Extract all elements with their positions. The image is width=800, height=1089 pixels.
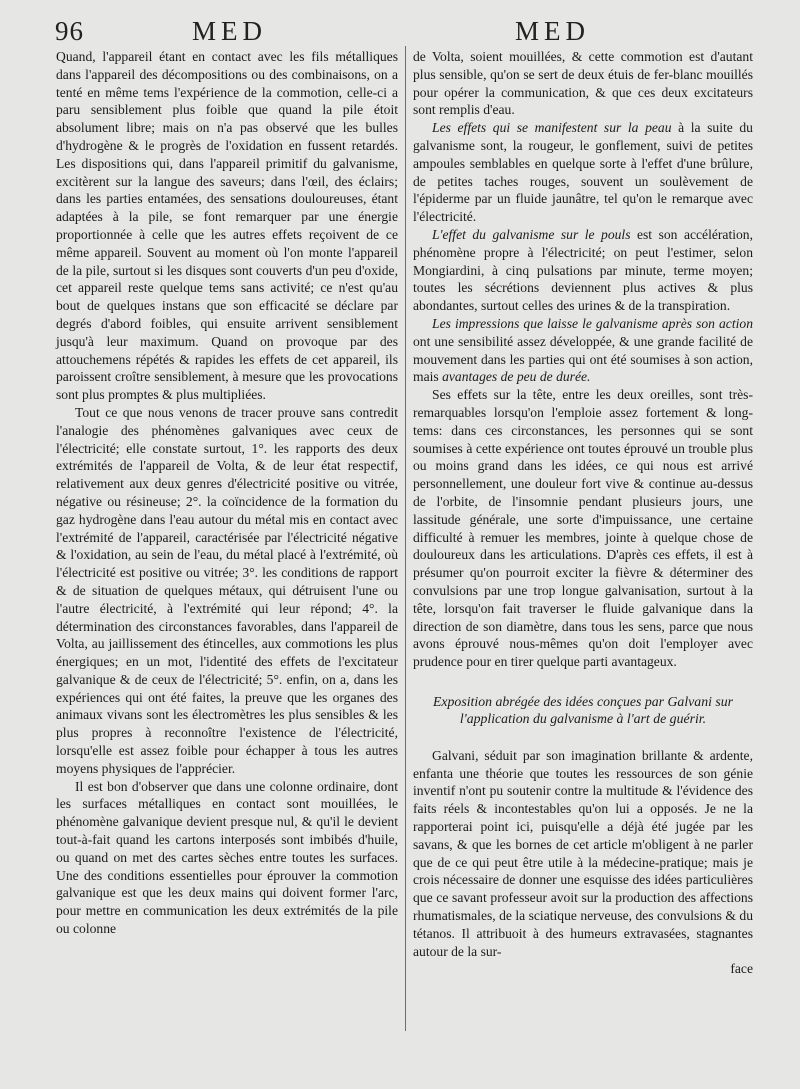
paragraph — [413, 119, 753, 226]
paragraph: Ses effets sur la tête, entre les deux oreilles, sont très-remarquables lorsqu'on l'emploie assez fortement & long-tems: dans ces circonstances, les personnes qui se sont soumises à cette expérience ont toutes éprouvé un trouble plus ou moins grand dans les idées, ce qui nous est arrivé personnellement, une douleur fort vive & continue au-dessus de l'orbite, de l'insomnie pendant plusieurs jours, une lassitude générale, une sorte d'impuissance, une certaine difficulté à remuer les membres, jointe à quelque chose de douloureux dans les articulations. D'après ces effets, il est à présumer qu'on pourroit exciter la fièvre & déterminer des convulsions par une trop longue galvanisation, surtout à la tête, lorsqu'on fait traverser le fluide galvanique dans la direction de son diamètre, dans tous les sens, parce que nous avons éprouvé nous-mêmes qu'on doit l'employer avec prudence pour en tirer quelque parti avantageux. — [413, 387, 753, 670]
catchword: face — [730, 961, 753, 977]
page-number: 96 — [55, 16, 84, 46]
italic-tail: avantages de peu de durée. — [442, 369, 591, 385]
paragraph: de Volta, soient mouillées, & cette commotion est d'autant plus sensible, qu'on se sert de deux étuis de fer-blanc mouillés pour opérer la communication, & que ces deux excitateurs sont remplis d'eau. — [413, 49, 753, 118]
paragraph-text: à la suite du galvanisme sont, la rougeur, le gonflement, suivi de petites ampoules semblables en quelque sorte à l'effet d'une brûlure, de petites taches rouges, souvent un soulèvement de l'épiderme par un fluide jaunâtre, tel qu'on le remarque avec l'électricité. — [413, 120, 753, 225]
paragraph — [413, 315, 753, 386]
italic-lead: Les impressions que laisse le galvanisme après son action — [432, 315, 753, 331]
paragraph — [413, 226, 753, 315]
running-head-left: MED — [192, 16, 267, 46]
paragraph-text: ont une sensibilité assez développée, & une grande facilité de mouvement dans les parties qui ont été soumises à son action, mais — [413, 333, 753, 385]
italic-lead: L'effet du galvanisme sur le pouls — [432, 226, 631, 242]
paragraph: Galvani, séduit par son imagination brillante & ardente, enfanta une théorie que toutes les ressources de son génie inventif n'ont pu soutenir contre la multitude & l'évidence des faits réels & incontestables qu'on lui a opposés. Je ne la rapporterai point ici, puisqu'elle a déjà été jugée par les savans, & que les bornes de cet article m'obligent à ne parler que de ce qui peut être utile à la médecine-pratique; mais je crois nécessaire de donner une esquisse des idées particulières que ce savant professeur avoit sur la production des affections rhumatismales, de la sciatique nerveuse, des convulsions & du tétanos. Il attribuoit à des humeurs extravasées, stagnantes autour de la sur- — [413, 747, 753, 959]
paragraph: Il est bon d'observer que dans une colonne ordinaire, dont les surfaces métalliques en contact sont mouillées, le phénomène galvanique devient presque nul, & qu'il le devient tout-à-fait quand les cartons interposés sont imbibés d'huile, ou quand on met des cartes sèches entre toutes les surfaces. Une des conditions essentielles pour éprouver la commotion galvanique est que les deux mains qui doivent former l'arc, pour mettre en communication les deux extrémités de la pile ou colonne — [56, 778, 398, 937]
left-column — [56, 48, 398, 938]
section-title: Exposition abrégée des idées conçues par Galvani sur l'application du galvanisme à l'art de guérir. — [432, 693, 734, 726]
paragraph: Tout ce que nous venons de tracer prouve sans contredit l'analogie des phénomènes galvaniques avec ceux de l'électricité; elle constate surtout, 1°. les rapports des deux extrémités de l'appareil de Volta, & de leur état respectif, relativement aux deux genres d'électricité positive ou vitrée, négative ou résineuse; 2°. la coïncidence de la formation du gaz hydrogène dans l'eau autour du métal mis en contact avec l'extrémité de l'appareil, caractérisée par l'électricité négative & l'oxidation, au sein de l'eau, du métal placé à l'extrémité, où l'électricité est positive ou vitrée; 3°. les conditions de rapport & de situation de quelques métaux, qui détruisent l'une ou l'autre électricité, à l'extrémité qui leur répond; 4°. la détermination des circonstances favorables, dans l'appareil de Volta, au jaillissement des étincelles, aux commotions les plus énergiques; en un mot, l'identité des effets de l'excitateur galvanique & de ceux de l'électricité; 5°. enfin, on a, dans les expériences qui ont été faites, la preuve que les organes des animaux vivans sont les électromètres les plus sensibles & les plus propres à reconnoître l'existence de l'électricité, lorsqu'elle est assez foible pour échapper à tous les autres moyens physiques de l'apprécier. — [56, 404, 398, 776]
italic-lead: Les effets qui se manifestent sur la peau — [432, 120, 672, 136]
running-head-right: MED — [515, 16, 590, 46]
column-divider — [405, 46, 406, 1031]
paragraph-text: est son accélération, phénomène propre à l'électricité; on peut l'estimer, selon Mongiardini, à cinq pulsations par minute, terme moyen; toutes les sécrétions deviennent plus actives & plus abondantes, surtout celles des urines & de la transpiration. — [413, 226, 753, 314]
paragraph: Quand, l'appareil étant en contact avec les fils métalliques dans l'appareil des décompositions ou des combinaisons, on a tenté en même tems l'expérience de la commotion, celle-ci a paru sensiblement plus foible que quand la pile étoit absolument libre; mais on n'a pas observé que les bulles d'hydrogène & le progrès de l'oxidation en fussent retardés. Les dispositions qui, dans l'appareil primitif du galvanisme, excitèrent sur la langue des saveurs; dans l'œil, des éclairs; dans les parties entamées, des sensations douloureuses, étant adaptées à la pile, se font remarquer par une énergie proportionnée à celle que les autres effets reçoivent de ce même appareil. Souvent au moment où l'on monte l'appareil de la pile, surtout si les disques sont couverts d'un peu d'oxide, cet appareil reste quelque tems sans activité; ce n'est qu'au bout de quelques instans que son efficacité se déclare par degrés d'abord foibles, qui ensuite arrivent sensiblement jusqu'à leur maximum. Quand on provoque par des attouchemens répétés & rapides les effets de cet appareil, ils paroissent croître sensiblement, à mesure que les provocations sont plus promptes & plus multipliées. — [56, 49, 398, 403]
right-column — [413, 48, 753, 978]
